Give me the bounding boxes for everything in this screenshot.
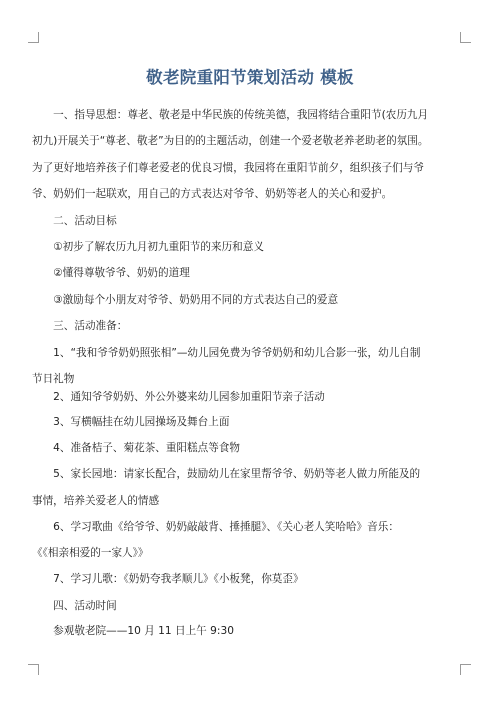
crop-mark-bottom-right	[460, 664, 471, 675]
crop-mark-top-left	[28, 32, 39, 43]
paragraph-line: 爷、奶奶们一起联欢，用自己的方式表达对爷爷、奶奶等老人的关心和爱护。	[32, 188, 393, 200]
list-item: 1、“我和爷爷奶奶照张相”—幼儿园免费为爷爷奶奶和幼儿合影一张，幼儿自制	[32, 347, 421, 359]
list-item: 3、写横幅挂在幼儿园操场及舞台上面	[32, 416, 230, 428]
paragraph-line: 一、指导思想：尊老、敬老是中华民族的传统美德，我园将结合重阳节(农历九月	[32, 109, 429, 121]
crop-mark-top-right	[460, 32, 471, 43]
list-item-continuation: 节日礼物	[32, 373, 75, 385]
document-title: 敬老院重阳节策划活动 模板	[146, 68, 354, 87]
paragraph-line: 参观敬老院——10 月 11 日上午 9:30	[32, 625, 234, 637]
list-item-continuation: 事情，培养关爱老人的情感	[32, 495, 160, 507]
section-heading: 三、活动准备：	[32, 320, 128, 332]
list-item: 5、家长园地：请家长配合，鼓励幼儿在家里帮爷爷、奶奶等老人做力所能及的	[32, 468, 421, 480]
paragraph-line: 初九)开展关于“尊老、敬老”为目的的主题活动，创建一个爱老敬老养老助老的氛围。	[32, 135, 429, 147]
list-item: 6、学习歌曲《给爷爷、奶奶敲敲背、捶捶腿》、《关心老人笑哈哈》音乐：	[32, 521, 399, 533]
list-item-continuation: 《《相亲相爱的一家人》》	[32, 547, 149, 559]
section-heading: 四、活动时间	[32, 600, 117, 612]
list-item: 7、学习儿歌：《奶奶夸我孝顺儿》《小板凳，你莫歪》	[32, 573, 304, 585]
section-heading: 二、活动目标	[32, 215, 117, 227]
list-item: ①初步了解农历九月初九重阳节的来历和意义	[32, 241, 264, 253]
paragraph-line: 为了更好地培养孩子们尊老爱老的优良习惯，我园将在重阳节前夕，组织孩子们与爷	[32, 162, 424, 174]
list-item: ②懂得尊敬爷爷、奶奶的道理	[32, 267, 190, 279]
list-item: 2、通知爷爷奶奶、外公外婆来幼儿园参加重阳节亲子活动	[32, 391, 325, 403]
crop-mark-bottom-left	[28, 664, 39, 675]
list-item: ③激励每个小朋友对爷爷、奶奶用不同的方式表达自己的爱意	[32, 294, 339, 306]
list-item: 4、准备桔子、菊花茶、重阳糕点等食物	[32, 442, 241, 454]
